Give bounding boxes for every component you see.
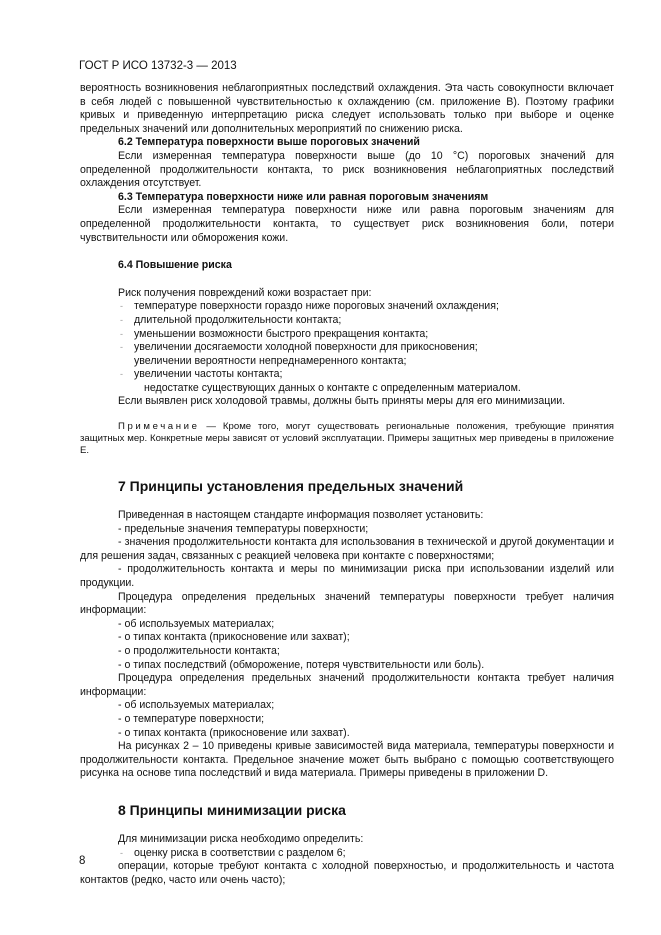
- list-item: - предельные значения температуры поверхности;: [118, 522, 369, 535]
- section-8-heading: 8 Принципы минимизации риска: [118, 801, 346, 818]
- list-item: - оценку риска в соответствии с разделом 6;: [118, 847, 614, 861]
- list-item: - о типах контакта (прикосновение или захват);: [118, 631, 350, 644]
- list-item: - о продолжительности контакта;: [118, 645, 280, 657]
- section-8-lead: Для минимизации риска необходимо определить:: [118, 832, 364, 845]
- section-6-2-heading: 6.2 Температура поверхности выше пороговых значений: [118, 136, 420, 149]
- section-7-para-2: Процедура определения предельных значений температуры поверхности требует наличия информации:: [80, 590, 614, 617]
- section-6-4-closing: Если выявлен риск холодовой травмы, должны быть приняты меры для его минимизации.: [118, 395, 566, 408]
- list-item: - значения продолжительности контакта для использования в технической и другой документации и для решения задач, связанных с реакцией человека при контакте с поверхностями;: [80, 536, 614, 562]
- list-item: - о температуре поверхности;: [118, 712, 265, 725]
- section-6-2-text: Если измеренная температура поверхности выше (до 10 °C) пороговых значений для определенной продолжительности контакта, то риск возникновения неблагоприятных последствий охлаждения отсутствует.: [80, 149, 614, 190]
- page-content: [80, 82, 614, 887]
- list-item: - о типах последствий (обморожение, потеря чувствительности или боль).: [118, 658, 485, 671]
- section-6-3-text: Если измеренная температура поверхности ниже или равна пороговым значениям для определенной продолжительности контакта, то существует риск возникновения боли, потери чувствительности или обморожения кожи.: [80, 204, 614, 244]
- section-6-4-lead: Риск получения повреждений кожи возрастает при:: [118, 286, 372, 299]
- list-item: - продолжительность контакта и меры по минимизации риска при использовании изделий или продукции.: [80, 563, 614, 590]
- running-header: ГОСТ Р ИСО 13732-3 — 2013: [79, 60, 237, 72]
- section-6-4-heading: 6.4 Повышение риска: [118, 259, 232, 272]
- list-item: - увеличении досягаемости холодной поверхности для прикосновения;: [118, 341, 614, 355]
- list-item: - об используемых материалах;: [118, 617, 275, 630]
- list-item: - температуре поверхности гораздо ниже пороговых значений охлаждения;: [118, 300, 614, 314]
- section-7-lead: Приведенная в настоящем стандарте информация позволяет установить:: [118, 509, 484, 522]
- list-item: недостатке существующих данных о контакте с определенным материалом.: [144, 381, 521, 394]
- note-text: — Кроме того, могут существовать региональные положения, требующие принятия защитных мер. Конкретные меры зависят от условий эксплуатации. Примеры защитных мер приведены в приложение E.: [80, 421, 614, 457]
- list-item: - уменьшении возможности быстрого прекращения контакта;: [118, 328, 614, 342]
- list-item: - об используемых материалах;: [118, 699, 275, 712]
- list-item: - увеличении частоты контакта;: [118, 368, 614, 382]
- section-7-para-3: Процедура определения предельных значений продолжительности контакта требует наличия информации:: [80, 672, 614, 698]
- section-7-para-4: На рисунках 2 – 10 приведены кривые зависимостей вида материала, температуры поверхности и продолжительности контакта. Предельное значение может быть выбрано с помощью соответствующего рисунка на основе типа последствий и вида материала. Примеры приведены в приложении D.: [80, 740, 614, 780]
- section-7-heading: 7 Принципы установления предельных значений: [118, 478, 464, 495]
- page-number: 8: [79, 855, 86, 867]
- list-item: - о типах контакта (прикосновение или захват).: [118, 726, 350, 739]
- note-block: [80, 421, 614, 457]
- list-item: - длительной продолжительности контакта;: [118, 314, 614, 328]
- list-item: операции, которые требуют контакта с холодной поверхностью, и продолжительность и частота контактов (редко, часто или очень часто);: [80, 860, 614, 886]
- list-item: увеличении вероятности непреднамеренного контакта;: [134, 354, 407, 367]
- intro-paragraph: вероятность возникновения неблагоприятных последствий охлаждения. Эта часть совокупности включает в себя людей с повышенной чувствительностью к охлаждению (см. приложение B). Поэтому графики кривых и приведенную интерпретацию риска следует использовать только при выборе и оценке предельных значений или дополнительных мероприятий по снижению риска.: [80, 82, 614, 135]
- section-6-3-heading: 6.3 Температура поверхности ниже или равная пороговым значениям: [118, 190, 489, 203]
- note-label: Примечание: [118, 421, 200, 433]
